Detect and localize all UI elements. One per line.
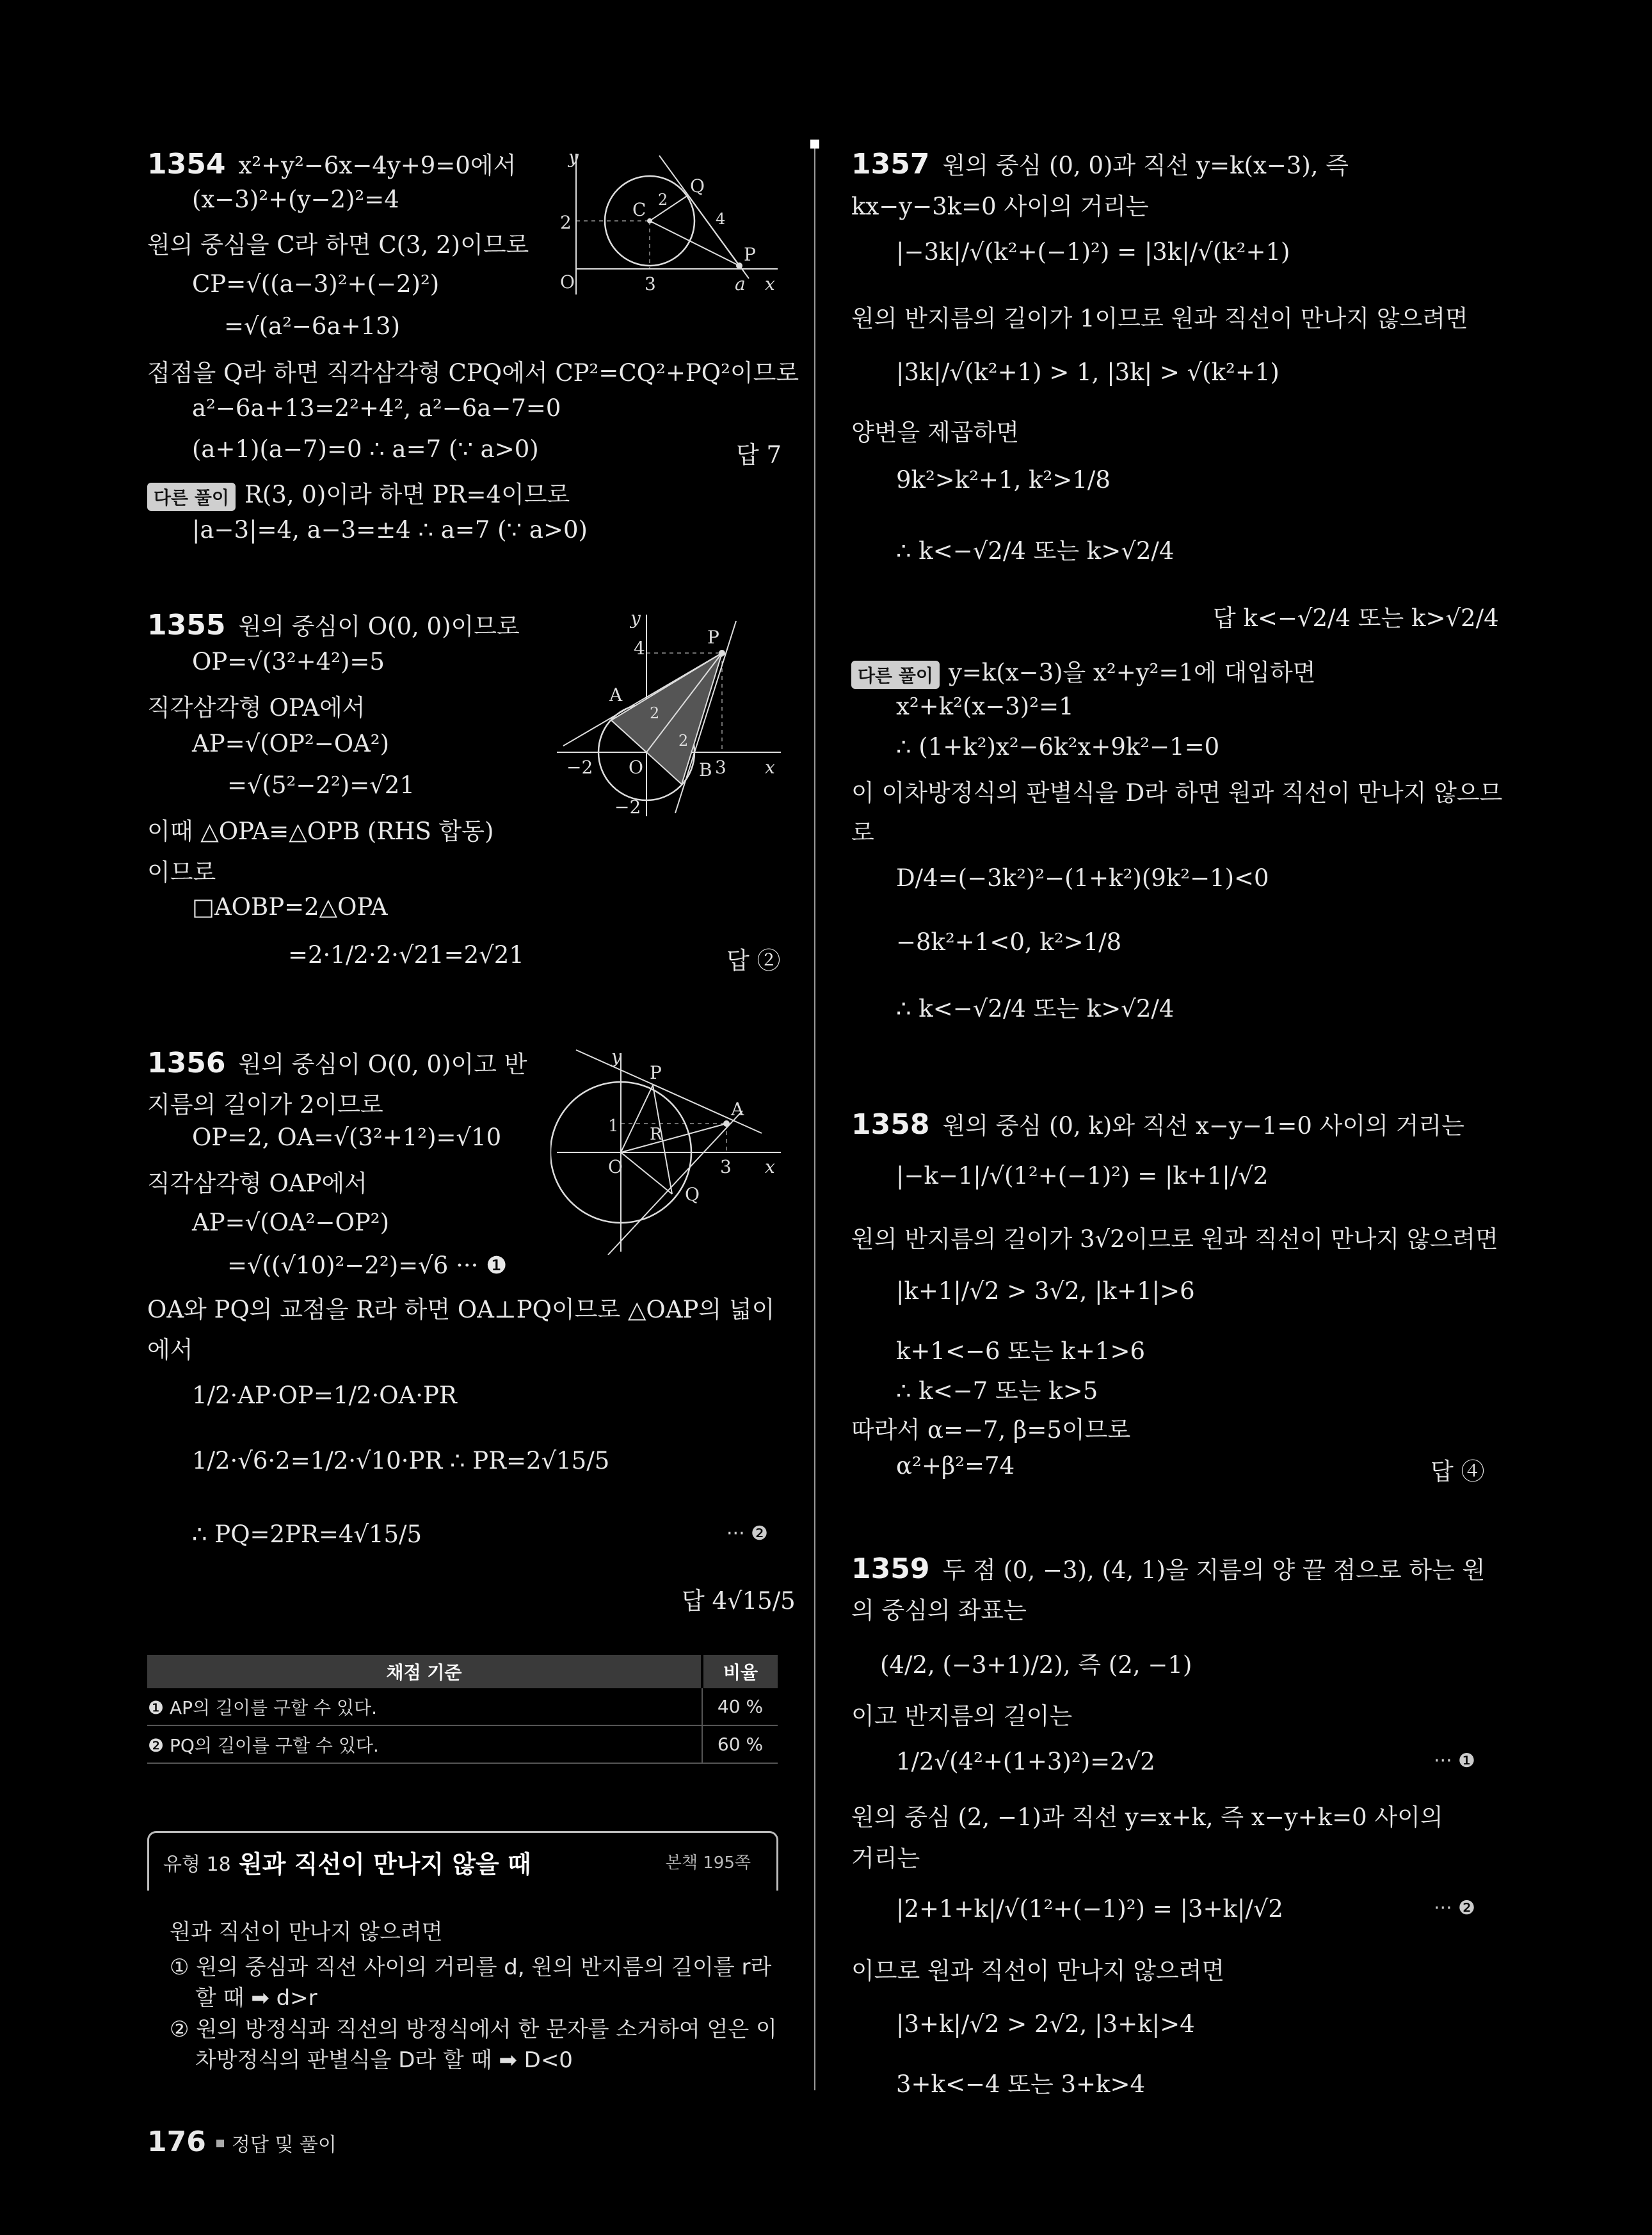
step-marker-2: ··· ❷ (726, 1522, 769, 1545)
origin-label: O (629, 757, 643, 778)
page-footer (147, 2126, 337, 2158)
tick-1: 1 (608, 1117, 619, 1136)
radius-label-1: 2 (650, 704, 660, 722)
solution-line: 이때 △OPA≡△OPB (RHS 합동) (147, 818, 494, 845)
criteria-cell: ❷ PQ의 길이를 구할 수 있다. (147, 1725, 702, 1763)
step-marker-2: ··· ❷ (1434, 1897, 1476, 1919)
solution-line: ∴ k<−√2/4 또는 k>√2/4 (896, 537, 1175, 565)
point-b-label: B (699, 759, 712, 780)
answer-1354: 답 7 (736, 441, 782, 469)
axis-y-label: y (611, 1046, 622, 1067)
solution-line: α²+β²=74 (896, 1452, 1015, 1480)
solution-line: OA와 PQ의 교점을 R라 하면 OA⊥PQ이므로 △OAP의 넓이 (147, 1296, 775, 1323)
tip-line: ② 원의 방정식과 직선의 방정식에서 한 문자를 소거하여 얻은 이 (170, 2017, 777, 2042)
footer-square-icon (216, 2140, 224, 2147)
solution-line: 이므로 원과 직선이 만나지 않으려면 (851, 1957, 1225, 1985)
solution-line: 1/2·AP·OP=1/2·OA·PR (192, 1382, 457, 1409)
problem-1358-header (851, 1106, 1464, 1141)
solution-line: |3+k|/√2 > 2√2, |3+k|>4 (896, 2010, 1195, 2038)
point-r-label: R (650, 1125, 662, 1144)
solution-line: 원의 중심이 O(0, 0)이므로 (238, 613, 520, 640)
ratio-cell: 40 % (702, 1688, 778, 1725)
solution-line: 접점을 Q라 하면 직각삼각형 CPQ에서 CP²=CQ²+PQ²이므로 (147, 359, 799, 387)
solution-line: ∴ k<−7 또는 k>5 (896, 1377, 1098, 1405)
problem-1357-header (851, 146, 1349, 181)
solution-line: OP=√(3²+4²)=5 (192, 648, 385, 675)
point-a-label: A (609, 684, 623, 706)
axis-x-label: x (765, 1156, 775, 1177)
solution-line: |−3k|/√(k²+(−1)²) = |3k|/√(k²+1) (896, 238, 1290, 266)
type-18-box (147, 1831, 778, 1891)
page-number: 176 (147, 2126, 206, 2158)
tick-3: 3 (715, 757, 726, 778)
point-a-label: A (731, 1099, 744, 1120)
step-marker-1: ··· ❶ (1434, 1750, 1476, 1772)
solution-line: 원의 중심 (0, k)와 직선 x−y−1=0 사이의 거리는 (942, 1112, 1464, 1140)
solution-line: □AOBP=2△OPA (192, 893, 388, 921)
solution-line: AP=√(OA²−OP²) (192, 1209, 390, 1236)
tick-3: 3 (645, 273, 656, 295)
solution-line: 의 중심의 좌표는 (851, 1597, 1027, 1624)
axis-x-label: x (765, 757, 775, 778)
point-q-label: Q (690, 175, 705, 197)
tick-neg2-x: −2 (566, 757, 593, 778)
solution-line: =2·1/2·2·√21=2√21 (288, 941, 524, 969)
alt-solution-tag: 다른 풀이 (851, 661, 940, 689)
solution-line: y=k(x−3)을 x²+y²=1에 대입하면 (948, 659, 1316, 686)
table-header-criteria: 채점 기준 (147, 1655, 702, 1688)
table-row (147, 1725, 778, 1763)
solution-line: 이 이차방정식의 판별식을 D라 하면 원과 직선이 만나지 않으므 (851, 779, 1503, 807)
solution-line: |3k|/√(k²+1) > 1, |3k| > √(k²+1) (896, 359, 1279, 386)
point-p-label: P (744, 244, 756, 265)
ratio-cell: 60 % (702, 1725, 778, 1763)
tip-line: 할 때 ➡ d>r (195, 1985, 317, 2011)
solution-line: x²+k²(x−3)²=1 (896, 693, 1074, 720)
tick-neg2-y: −2 (614, 796, 641, 818)
tick-4: 4 (634, 638, 645, 659)
divider-marker (810, 140, 819, 149)
problem-number: 1357 (851, 148, 930, 181)
table-header-ratio: 비율 (702, 1655, 778, 1688)
solution-line: |2+1+k|/√(1²+(−1)²) = |3+k|/√2 (896, 1895, 1283, 1923)
solution-line: 1/2√(4²+(1+3)²)=2√2 (896, 1748, 1155, 1775)
solution-line: 양변을 제곱하면 (851, 419, 1019, 446)
point-p-label: P (707, 627, 719, 648)
criteria-cell: ❶ AP의 길이를 구할 수 있다. (147, 1688, 702, 1725)
alt-solution-1357 (851, 653, 1316, 689)
tip-line: ① 원의 중심과 직선 사이의 거리를 d, 원의 반지름의 길이를 r라 (170, 1955, 772, 1980)
axis-y-label: y (630, 608, 641, 629)
problem-1354-header (147, 146, 516, 181)
tangent-length-label: 4 (716, 210, 726, 228)
problem-1359-header (851, 1551, 1485, 1585)
scoring-table (147, 1655, 778, 1764)
solution-line: =√(a²−6a+13) (224, 312, 401, 340)
axis-x-label: x (765, 273, 775, 295)
tip-line: 원과 직선이 만나지 않으려면 (170, 1919, 443, 1945)
solution-line: =√(5²−2²)=√21 (227, 771, 415, 799)
answer-1356: 답 4√15/5 (682, 1587, 796, 1615)
solution-line: 원의 반지름의 길이가 3√2이므로 원과 직선이 만나지 않으려면 (851, 1225, 1498, 1253)
problem-number: 1354 (147, 148, 226, 181)
table-row (147, 1688, 778, 1725)
solution-line: 원의 중심 (2, −1)과 직선 y=x+k, 즉 x−y+k=0 사이의 (851, 1803, 1443, 1831)
solution-line: k+1<−6 또는 k+1>6 (896, 1337, 1146, 1365)
answer-1358: 답 ④ (1431, 1458, 1485, 1485)
figure-1354 (550, 144, 781, 304)
problem-number: 1356 (147, 1047, 226, 1079)
tick-a: a (735, 273, 746, 295)
solution-line: ∴ (1+k²)x²−6k²x+9k²−1=0 (896, 733, 1220, 761)
solution-line: 이므로 (147, 859, 216, 886)
problem-number: 1358 (851, 1108, 930, 1141)
solution-line: 직각삼각형 OAP에서 (147, 1170, 367, 1197)
type-reference: 본책 195쪽 (665, 1853, 751, 1873)
tip-line: 차방정식의 판별식을 D라 할 때 ➡ D<0 (195, 2047, 573, 2073)
solution-line: a²−6a+13=2²+4², a²−6a−7=0 (192, 394, 561, 422)
solution-line: =√((√10)²−2²)=√6 ··· ❶ (227, 1252, 508, 1279)
tick-2: 2 (560, 212, 572, 233)
solution-line: (x−3)²+(y−2)²=4 (192, 186, 399, 213)
solution-line: ∴ PQ=2PR=4√15/5 (192, 1521, 422, 1548)
column-divider (814, 144, 815, 2090)
solution-line: 원의 반지름의 길이가 1이므로 원과 직선이 만나지 않으려면 (851, 305, 1468, 332)
point-c-label: C (632, 199, 646, 220)
solution-line: 이고 반지름의 길이는 (851, 1702, 1073, 1730)
solution-line: 원의 중심을 C라 하면 C(3, 2)이므로 (147, 231, 529, 259)
radius-label-2: 2 (678, 732, 689, 750)
solution-line: |−k−1|/√(1²+(−1)²) = |k+1|/√2 (896, 1162, 1269, 1190)
solution-line: 원의 중심 (0, 0)과 직선 y=k(x−3), 즉 (942, 152, 1349, 179)
solution-line: 3+k<−4 또는 3+k>4 (896, 2070, 1146, 2098)
solution-line: 로 (851, 819, 874, 846)
solution-line: (a+1)(a−7)=0 ∴ a=7 (∵ a>0) (192, 435, 539, 463)
type-label: 유형 18 (163, 1853, 231, 1876)
solution-line: (4/2, (−3+1)/2), 즉 (2, −1) (880, 1651, 1192, 1679)
origin-label: O (560, 271, 575, 293)
solution-line: |a−3|=4, a−3=±4 ∴ a=7 (∵ a>0) (192, 516, 588, 544)
problem-1356-header (147, 1045, 527, 1079)
point-p-label: P (650, 1062, 662, 1083)
solution-line: R(3, 0)이라 하면 PR=4이므로 (244, 481, 570, 508)
alt-solution-1354 (147, 475, 570, 511)
problem-number: 1355 (147, 609, 226, 641)
figure-1356 (550, 1044, 787, 1255)
problem-1355-header (147, 607, 520, 641)
point-q-label: Q (685, 1184, 700, 1205)
solution-line: 9k²>k²+1, k²>1/8 (896, 466, 1111, 494)
footer-label: 정답 및 풀이 (231, 2134, 337, 2156)
alt-solution-tag: 다른 풀이 (147, 483, 236, 511)
solution-line: x²+y²−6x−4y+9=0에서 (238, 152, 517, 179)
solution-line: AP=√(OP²−OA²) (192, 730, 390, 757)
answer-1357: 답 k<−√2/4 또는 k>√2/4 (1213, 604, 1499, 632)
solution-line: −8k²+1<0, k²>1/8 (896, 928, 1122, 956)
type-title: 원과 직선이 만나지 않을 때 (239, 1850, 531, 1878)
solution-line: OP=2, OA=√(3²+1²)=√10 (192, 1124, 502, 1151)
axis-y-label: y (568, 147, 579, 168)
solution-line: 직각삼각형 OPA에서 (147, 694, 365, 722)
solution-line: 거리는 (851, 1844, 920, 1872)
answer-1355: 답 ② (726, 947, 781, 974)
solution-line: 원의 중심이 O(0, 0)이고 반 (238, 1051, 527, 1078)
solution-line: 지름의 길이가 2이므로 (147, 1091, 383, 1118)
solution-line: 1/2·√6·2=1/2·√10·PR ∴ PR=2√15/5 (192, 1447, 610, 1474)
figure-1355 (550, 608, 787, 819)
solution-line: 에서 (147, 1336, 193, 1364)
solution-line: kx−y−3k=0 사이의 거리는 (851, 193, 1149, 220)
tick-3: 3 (720, 1156, 732, 1177)
solution-line: |k+1|/√2 > 3√2, |k+1|>6 (896, 1277, 1195, 1305)
problem-number: 1359 (851, 1553, 930, 1585)
solution-line: CP=√((a−3)²+(−2)²) (192, 270, 440, 298)
origin-label: O (608, 1156, 623, 1177)
solution-line: 두 점 (0, −3), (4, 1)을 지름의 양 끝 점으로 하는 원 (942, 1556, 1486, 1584)
solution-line: ∴ k<−√2/4 또는 k>√2/4 (896, 995, 1175, 1022)
radius-label: 2 (658, 191, 668, 209)
solution-line: D/4=(−3k²)²−(1+k²)(9k²−1)<0 (896, 864, 1269, 892)
solution-line: 따라서 α=−7, β=5이므로 (851, 1416, 1131, 1444)
